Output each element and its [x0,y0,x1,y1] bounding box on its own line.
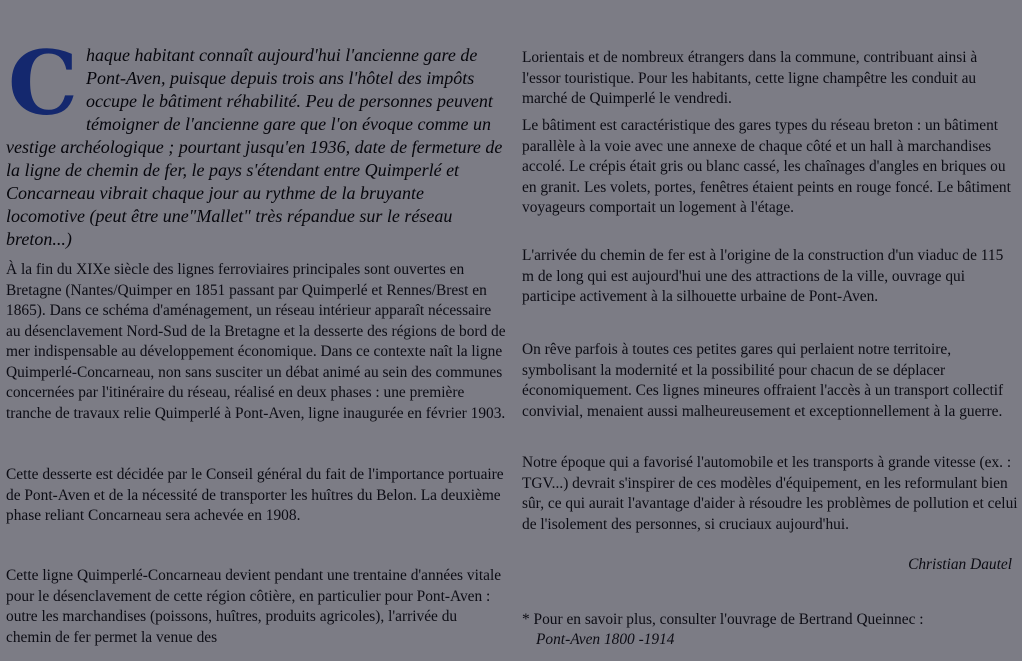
paragraph-line-vital: Cette ligne Quimperlé-Concarneau devient pendant une trentaine d'années vitale pour le désenclavement de cette région côtière, en particulier pour Pont-Aven : outre les marchandises (poissons, huîtres, produits agricoles), l'arrivée du chemin de fer permet la venue des [6,567,502,646]
footnote-reference: Pont-Aven 1800 -1914 [536,631,675,648]
intro-paragraph [6,31,506,251]
footnote-text: * Pour en savoir plus, consulter l'ouvrage de Bertrand Queinnec : [522,611,924,628]
drop-cap: C [8,31,79,135]
paragraph-history: À la fin du XIXe siècle des lignes ferroviaires principales sont ouvertes en Bretagne (Nantes/Quimper en 1851 passant par Quimperlé et Rennes/Brest en 1865). Dans ce schéma d'aménagement, un réseau intérieur apparaît nécessaire au désenclavement Nord-Sud de la Bretagne et la desserte des régions de bord de mer indispensable au développement économique. Dans ce contexte naît la ligne Quimperlé-Concarneau, non sans susciter un débat animé au sein des communes concernées par l'itinéraire du réseau, réalisé en deux phases : une première tranche de travaux relie Quimperlé à Pont-Aven, ligne inaugurée en février 1903. [6,261,506,422]
author-signature: Christian Dautel [908,556,1012,573]
paragraph-tourism: Lorientais et de nombreux étrangers dans la commune, contribuant ainsi à l'essor touristique. Pour les habitants, cette ligne champêtre les conduit au marché de Quimperlé le vendredi. [522,49,978,107]
footnote [522,610,1018,650]
paragraph-building: Le bâtiment est caractéristique des gares types du réseau breton : un bâtiment parallèle à la voie avec une annexe de chaque côté et un hall à marchandises accolé. Le crépis était gris ou blanc cassé, les chaînages d'angles en briques ou en granit. Les volets, portes, fenêtres étaient peints en rouge foncé. Le bâtiment voyageurs comportait un logement à l'étage. [522,117,1011,216]
paragraph-modern-era: Notre époque qui a favorisé l'automobile et les transports à grande vitesse (ex. : TGV...) devrait s'inspirer de ces modèles d'équipement, en les reformulant bien sûr, ce qui aurait l'avantage d'aider à résoudre les problèmes de pollution et celui de l'isolement des personnes, si cruciaux aujourd'hui. [522,454,1018,533]
paragraph-small-stations: On rêve parfois à toutes ces petites gares qui perlaient notre territoire, symbolisant la modernité et la possibilité pour chacun de se déplacer économiquement. Ces lignes mineures offraient l'accès à un transport collectif convivial, menaient aussi malheureusement et exceptionnellement à la guerre. [522,341,1004,420]
paragraph-conseil: Cette desserte est décidée par le Conseil général du fait de l'importance portuaire de Pont-Aven et de la nécessité de transporter les huîtres du Belon. La deuxième phase reliant Concarneau sera achevée en 1908. [6,466,504,524]
intro-text: haque habitant connaît aujourd'hui l'ancienne gare de Pont-Aven, puisque depuis trois ans l'hôtel des impôts occupe le bâtiment réhabilité. Peu de personnes peuvent témoigner de l'ancienne gare que l'on évoque comme un vestige archéologique ; pourtant jusqu'en 1936, date de fermeture de la ligne de chemin de fer, le pays s'étendant entre Quimperlé et Concarneau vibrait chaque jour au rythme de la bruyante locomotive (peut être une"Mallet" très répandue sur le réseau breton...) [6,45,503,249]
paragraph-viaduct: L'arrivée du chemin de fer est à l'origine de la construction d'un viaduc de 115 m de long qui est aujourd'hui une des attractions de la ville, ouvrage qui participe activement à la silhouette urbaine de Pont-Aven. [522,247,1004,305]
